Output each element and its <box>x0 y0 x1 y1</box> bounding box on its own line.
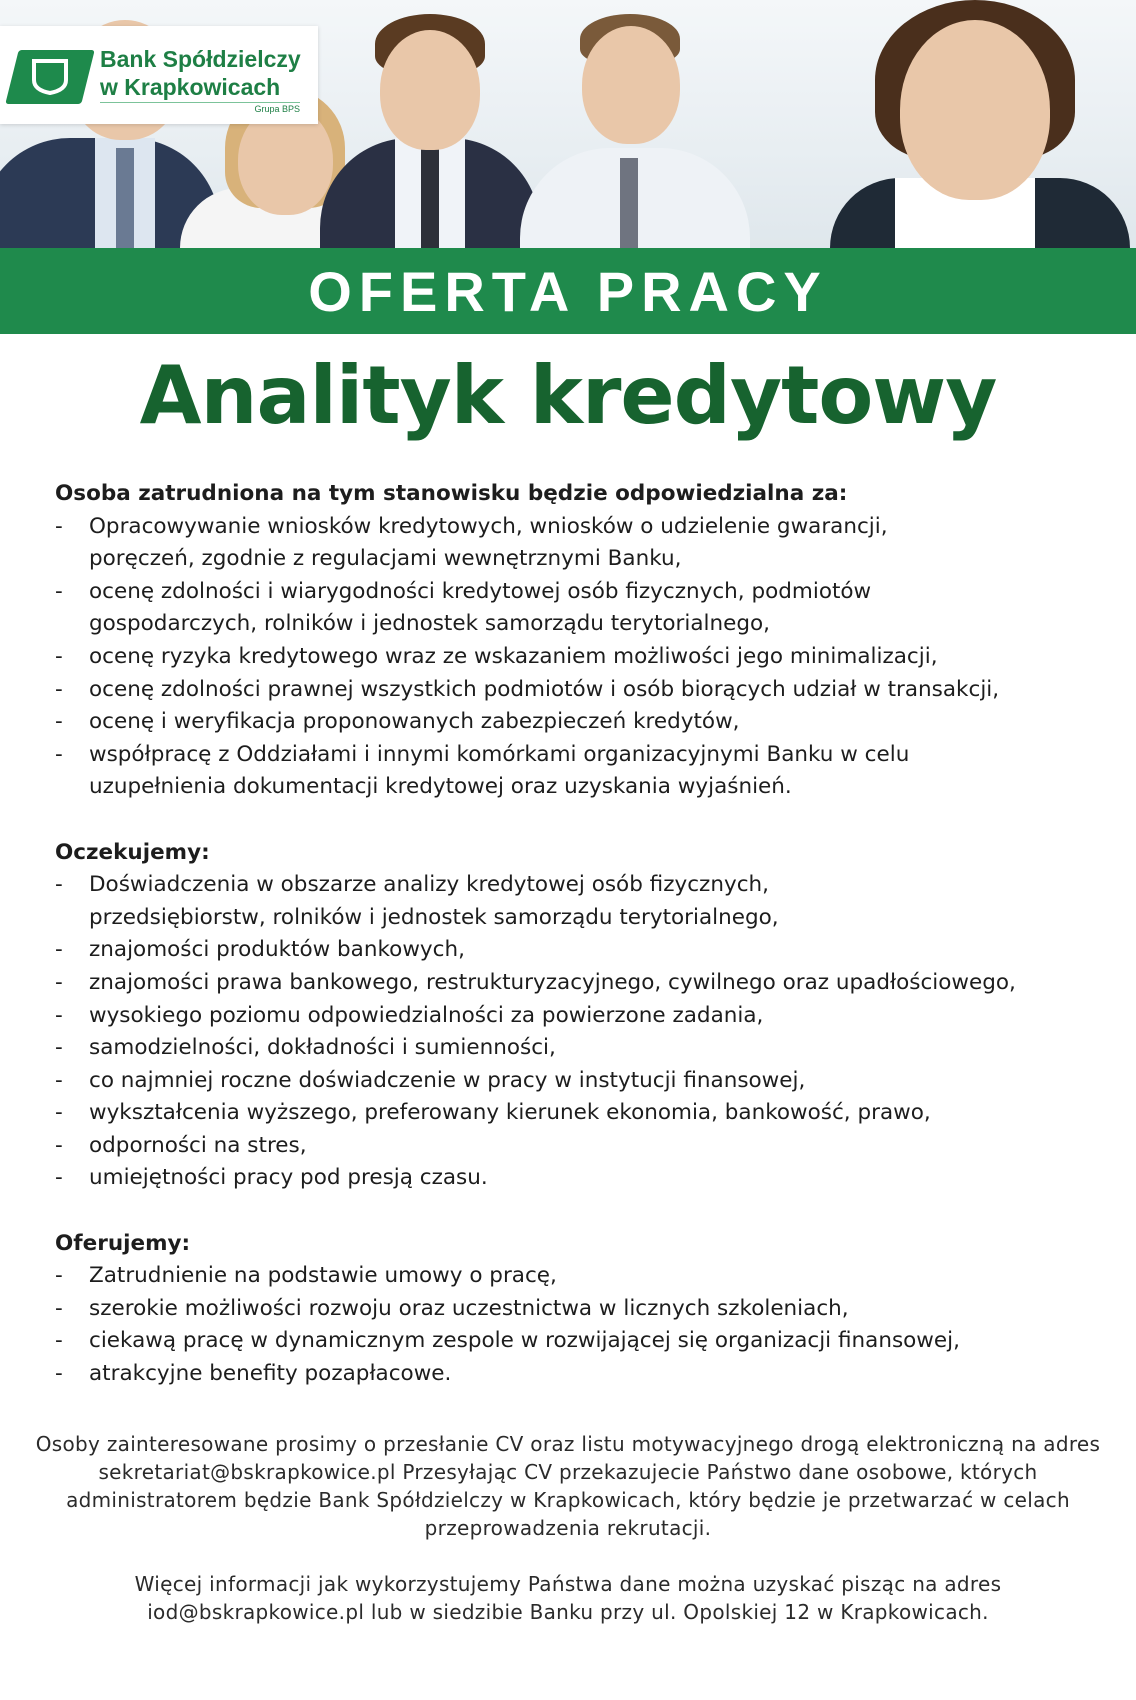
list-item: - odporności na stres, <box>55 1130 1095 1163</box>
expectations-heading: Oczekujemy: <box>55 839 210 865</box>
list-item: - ocenę zdolności i wiarygodności kredytowej osób fizycznych, podmiotów gospodarczych, rolników i jednostek samorządu terytorialnego, <box>55 576 969 641</box>
list-item: - współpracę z Oddziałami i innymi komórkami organizacyjnymi Banku w celu uzupełnienia dokumentacji kredytowej oraz uzyskania wyjaśnień. <box>55 739 959 804</box>
offer-list <box>55 1260 1095 1390</box>
responsibilities-section <box>55 478 1095 804</box>
list-item: - Zatrudnienie na podstawie umowy o pracę, <box>55 1260 1095 1293</box>
list-item: - znajomości prawa bankowego, restrukturyzacyjnego, cywilnego oraz upadłościowego, <box>55 967 1095 1000</box>
list-item: - ocenę zdolności prawnej wszystkich podmiotów i osób biorących udział w transakcji, <box>55 674 1095 707</box>
bank-name-line1: Bank Spółdzielczy <box>100 46 301 72</box>
list-item: - Doświadczenia w obszarze analizy kredytowej osób fizycznych, przedsiębiorstw, rolników i jednostek samorządu terytorialnego, <box>55 869 889 934</box>
list-item: - znajomości produktów bankowych, <box>55 934 1095 967</box>
expectations-list <box>55 869 1095 1195</box>
expectations-section <box>55 837 1095 1196</box>
offer-section <box>55 1228 1095 1391</box>
header-photo <box>0 0 1136 248</box>
list-item: - wysokiego poziomu odpowiedzialności za powierzone zadania, <box>55 1000 1095 1033</box>
bank-group: Grupa BPS <box>254 104 300 114</box>
list-item: - szerokie możliwości rozwoju oraz uczestnictwa w licznych szkoleniach, <box>55 1293 1095 1326</box>
list-item: - Opracowywanie wniosków kredytowych, wniosków o udzielenie gwarancji, poręczeń, zgodnie z regulacjami wewnętrznymi Banku, <box>55 511 989 576</box>
logo-divider <box>100 102 300 103</box>
list-item: - umiejętności pracy pod presją czasu. <box>55 1162 1095 1195</box>
person-photo <box>320 0 540 248</box>
list-item: - ocenę i weryfikacja proponowanych zabezpieczeń kredytów, <box>55 706 1095 739</box>
offer-banner-text: OFERTA PRACY <box>308 259 828 323</box>
list-item: - ocenę ryzyka kredytowego wraz ze wskazaniem możliwości jego minimalizacji, <box>55 641 1095 674</box>
list-item: - samodzielności, dokładności i sumienności, <box>55 1032 1095 1065</box>
list-item: - atrakcyjne benefity pozapłacowe. <box>55 1358 1095 1391</box>
list-item: - co najmniej roczne doświadczenie w pracy w instytucji finansowej, <box>55 1065 1095 1098</box>
responsibilities-list <box>55 511 1095 804</box>
list-item: - wykształcenia wyższego, preferowany kierunek ekonomia, bankowość, prawo, <box>55 1097 1095 1130</box>
list-item: - ciekawą pracę w dynamicznym zespole w rozwijającej się organizacji finansowej, <box>55 1325 1095 1358</box>
bank-logo-icon <box>5 50 94 104</box>
job-description <box>55 478 1095 1423</box>
privacy-info: Więcej informacji jak wykorzystujemy Państwa dane można uzyskać pisząc na adres iod@bskrapkowice.pl lub w siedzibie Banku przy ul. Opolskiej 12 w Krapkowicach. <box>134 1572 1002 1624</box>
job-title: Analityk kredytowy <box>139 349 997 442</box>
offer-heading: Oferujemy: <box>55 1230 191 1256</box>
bank-name-line2: w Krapkowicach <box>100 74 281 100</box>
responsibilities-heading: Osoba zatrudniona na tym stanowisku będzie odpowiedzialna za: <box>55 481 848 506</box>
application-info: Osoby zainteresowane prosimy o przesłanie CV oraz listu motywacyjnego drogą elektroniczną na adres sekretariat@bskrapkowice.pl Przesyłając CV przekazujecie Państwo dane osobowe, których administratorem będzie Bank Spółdzielczy w Krapkowicach, który będzie je przetwarzać w celach przeprowadzenia rekrutacji. <box>35 1432 1101 1540</box>
offer-banner <box>0 248 1136 334</box>
person-photo <box>520 0 750 248</box>
person-photo <box>800 0 1136 248</box>
bank-logo <box>0 26 318 124</box>
